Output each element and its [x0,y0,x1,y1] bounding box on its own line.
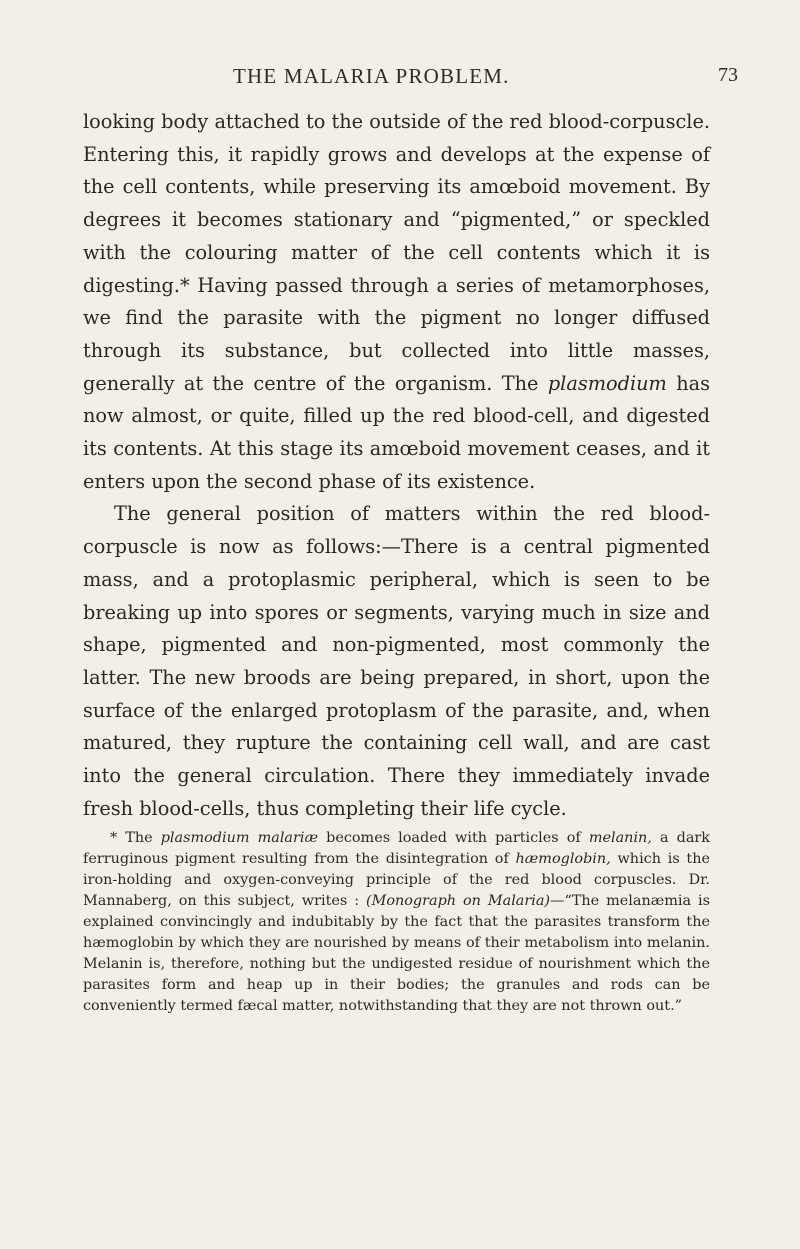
footnote-text-e: —“The melanæmia is explained convincingly and indubitably by the fact that the parasites transform the hæmoglobin by which they are nourished by means of their metabolism into melanin. Melanin is, therefore, nothing but the undigested residue of nourishment which the parasites form and heap up in their bodies; the granules and rods can be conveniently termed fæcal matter, notwithstanding that they are not thrown out.” [83,893,710,1014]
footnote-text-a: * The [110,830,161,846]
paragraph-2: The general position of matters within the red blood-corpuscle is now as follows:—There is a central pigmented mass, and a protoplasmic peripheral, which is seen to be breaking up into spores or segments, varying much in size and shape, pigmented and non-pigmented, most commonly the latter. The new broods are being prepared, in short, upon the surface of the enlarged protoplasm of the parasite, and, when matured, they rupture the containing cell wall, and are cast into the general circulation. There they immediately invade fresh blood-cells, thus completing their life cycle. [83,502,710,820]
footnote-italic-monograph: (Monograph on Malaria) [365,893,551,909]
body-text [83,106,710,825]
footnote-text-d: which is the iron-holding and oxygen-conveying principle of the red blood corpuscles. Dr. Mannaberg, on this subject, writes : [83,851,711,909]
running-title: THE MALARIA PROBLEM. [233,64,510,88]
running-head [0,62,800,92]
paragraph-1-text-b: has now almost, or quite, filled up the red blood-cell, and digested its contents. At this stage its amœboid movement ceases, and it enters upon the second phase of its existence. [83,371,710,493]
page-number: 73 [718,64,738,86]
footnote-text-b: becomes loaded with particles of [318,830,589,846]
footnote [83,828,710,1017]
paragraph-1-italic-plasmodium: plasmodium [547,371,667,395]
footnote-italic-plasmodium-malariae: plasmodium malariæ [160,830,319,846]
footnote-paragraph [83,828,710,1017]
footnote-text-c: a dark ferruginous pigment resulting from the disintegration of [83,830,711,867]
footnote-italic-haemoglobin: hæmoglobin, [515,851,611,867]
paragraph-1-text-a: looking body attached to the outside of the red blood-corpuscle. Entering this, it rapidly grows and develops at the expense of the cell contents, while preserving its amœboid movement. By degrees it becomes stationary and “pigmented,” or speckled with the colouring matter of the cell contents which it is digesting.* Having passed through a series of metamorphoses, we find the parasite with the pigment no longer diffused through its substance, but collected into little masses, generally at the centre of the organism. The [83,110,710,395]
paragraph-1 [83,106,710,498]
footnote-italic-melanin: melanin, [588,830,652,846]
